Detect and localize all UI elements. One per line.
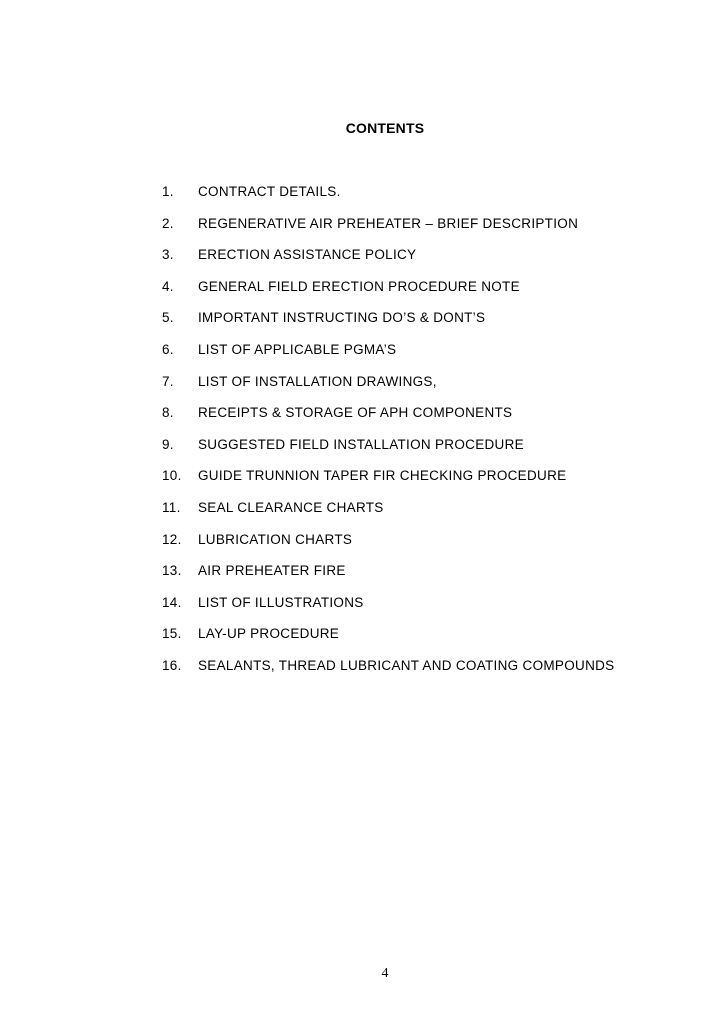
- toc-item-number: 14.: [162, 594, 182, 610]
- toc-item-number: 1.: [162, 184, 174, 199]
- toc-item-number: 8.: [162, 405, 174, 421]
- toc-item: [162, 247, 614, 279]
- toc-item-number: 11.: [162, 499, 181, 515]
- page-number: 4: [381, 966, 389, 981]
- toc-item-number: 3.: [162, 247, 174, 263]
- toc-item: [162, 658, 614, 690]
- toc-item-number: 4.: [162, 278, 174, 294]
- toc-item: [162, 216, 614, 248]
- toc-item-number: 7.: [162, 373, 174, 389]
- toc-item: [162, 563, 614, 595]
- toc-item: [162, 279, 614, 311]
- toc-item-label: SEALANTS, THREAD LUBRICANT AND COATING COMPOUNDS: [198, 657, 615, 673]
- toc-item-number: 6.: [162, 341, 174, 357]
- toc-item: [162, 310, 614, 342]
- toc-item-label: AIR PREHEATER FIRE: [198, 563, 346, 579]
- toc-item: [162, 342, 614, 374]
- table-of-contents: [162, 184, 614, 690]
- toc-item: [162, 374, 614, 406]
- toc-item-number: 2.: [162, 215, 174, 231]
- toc-item-number: 9.: [162, 436, 174, 452]
- toc-item-label: RECEIPTS & STORAGE OF APH COMPONENTS: [198, 405, 513, 421]
- toc-item: [162, 500, 614, 532]
- toc-item-label: LUBRICATION CHARTS: [198, 531, 353, 547]
- toc-item-label: LAY-UP PROCEDURE: [198, 626, 340, 642]
- toc-item-number: 10.: [162, 468, 182, 484]
- toc-item: [162, 595, 614, 627]
- toc-item-number: 5.: [162, 310, 174, 326]
- page-title: CONTENTS: [345, 120, 425, 136]
- toc-item-label: SEAL CLEARANCE CHARTS: [198, 499, 384, 515]
- toc-item-label: CONTRACT DETAILS.: [198, 184, 341, 199]
- toc-item: [162, 405, 614, 437]
- toc-item: [162, 532, 614, 564]
- toc-item-label: GUIDE TRUNNION TAPER FIR CHECKING PROCEDURE: [198, 468, 567, 484]
- toc-item-number: 15.: [162, 626, 182, 642]
- toc-item-number: 12.: [162, 531, 182, 547]
- toc-item-label: LIST OF APPLICABLE PGMA’S: [198, 341, 397, 357]
- toc-item-label: ERECTION ASSISTANCE POLICY: [198, 247, 417, 263]
- toc-item-label: SUGGESTED FIELD INSTALLATION PROCEDURE: [198, 436, 524, 452]
- toc-item-number: 16.: [162, 657, 182, 673]
- toc-item-number: 13.: [162, 563, 182, 579]
- toc-item-label: LIST OF ILLUSTRATIONS: [198, 594, 364, 610]
- toc-item: [162, 184, 614, 216]
- toc-item: [162, 626, 614, 658]
- toc-item-label: GENERAL FIELD ERECTION PROCEDURE NOTE: [198, 278, 520, 294]
- toc-item-label: LIST OF INSTALLATION DRAWINGS,: [198, 373, 437, 389]
- toc-item-label: IMPORTANT INSTRUCTING DO’S & DONT’S: [198, 310, 486, 326]
- toc-item: [162, 468, 614, 500]
- toc-item-label: REGENERATIVE AIR PREHEATER – BRIEF DESCRIPTION: [198, 215, 579, 231]
- toc-item: [162, 437, 614, 469]
